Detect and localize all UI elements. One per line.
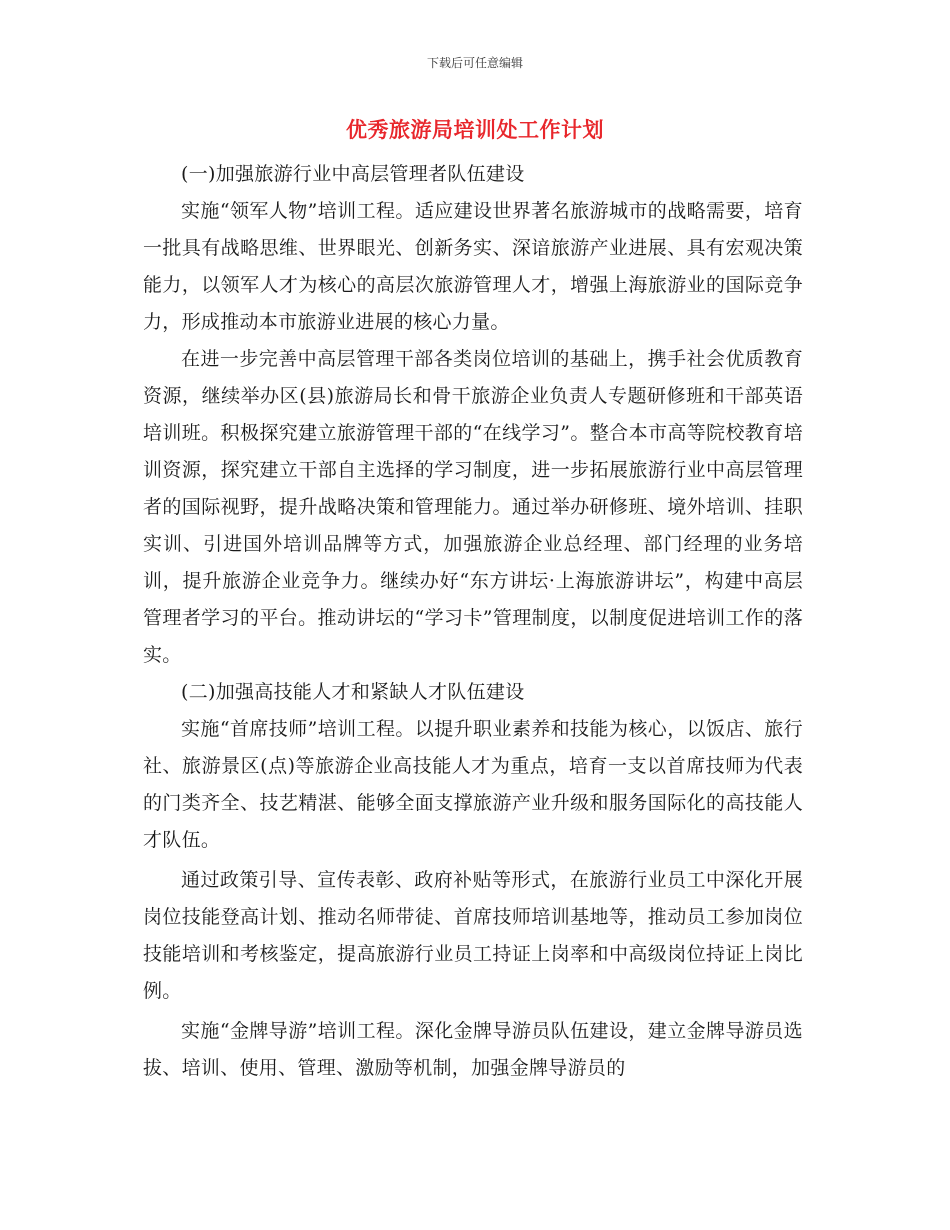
- document-body: [143, 156, 803, 1087]
- paragraph: 实施“首席技师”培训工程。以提升职业素养和技能为核心，以饭店、旅行社、旅游景区(点)等旅游企业高技能人才为重点，培育一支以首席技师为代表的门类齐全、技艺精湛、能够全面支撑旅游产业升级和服务国际化的高技能人才队伍。: [143, 718, 803, 851]
- document-title: 优秀旅游局培训处工作计划: [346, 118, 604, 142]
- paragraph: 通过政策引导、宣传表彰、政府补贴等形式，在旅游行业员工中深化开展岗位技能登高计划、推动名师带徒、首席技师培训基地等，推动员工参加岗位技能培训和考核鉴定，提高旅游行业员工持证上岗率和中高级岗位持证上岗比例。: [143, 869, 803, 1002]
- page-header: 下载后可任意编辑: [426, 56, 523, 70]
- section-heading-2: (二)加强高技能人才和紧缺人才队伍建设: [181, 681, 525, 703]
- paragraph: 实施“领军人物”培训工程。适应建设世界著名旅游城市的战略需要，培育一批具有战略思维、世界眼光、创新务实、深谙旅游产业进展、具有宏观决策能力，以领军人才为核心的高层次旅游管理人才，增强上海旅游业的国际竞争力，形成推动本市旅游业进展的核心力量。: [143, 200, 803, 333]
- paragraph: 实施“金牌导游”培训工程。深化金牌导游员队伍建设，建立金牌导游员选拔、培训、使用、管理、激励等机制，加强金牌导游员的: [143, 1020, 803, 1079]
- section-heading-1: (一)加强旅游行业中高层管理者队伍建设: [181, 163, 525, 185]
- paragraph: 在进一步完善中高层管理干部各类岗位培训的基础上，携手社会优质教育资源，继续举办区(县)旅游局长和骨干旅游企业负责人专题研修班和干部英语培训班。积极探究建立旅游管理干部的“在线学习”。整合本市高等院校教育培训资源，探究建立干部自主选择的学习制度，进一步拓展旅游行业中高层管理者的国际视野，提升战略决策和管理能力。通过举办研修班、境外培训、挂职实训、引进国外培训品牌等方式，加强旅游企业总经理、部门经理的业务培训，提升旅游企业竞争力。继续办好“东方讲坛·上海旅游讲坛”，构建中高层管理者学习的平台。推动讲坛的“学习卡”管理制度，以制度促进培训工作的落实。: [143, 348, 803, 666]
